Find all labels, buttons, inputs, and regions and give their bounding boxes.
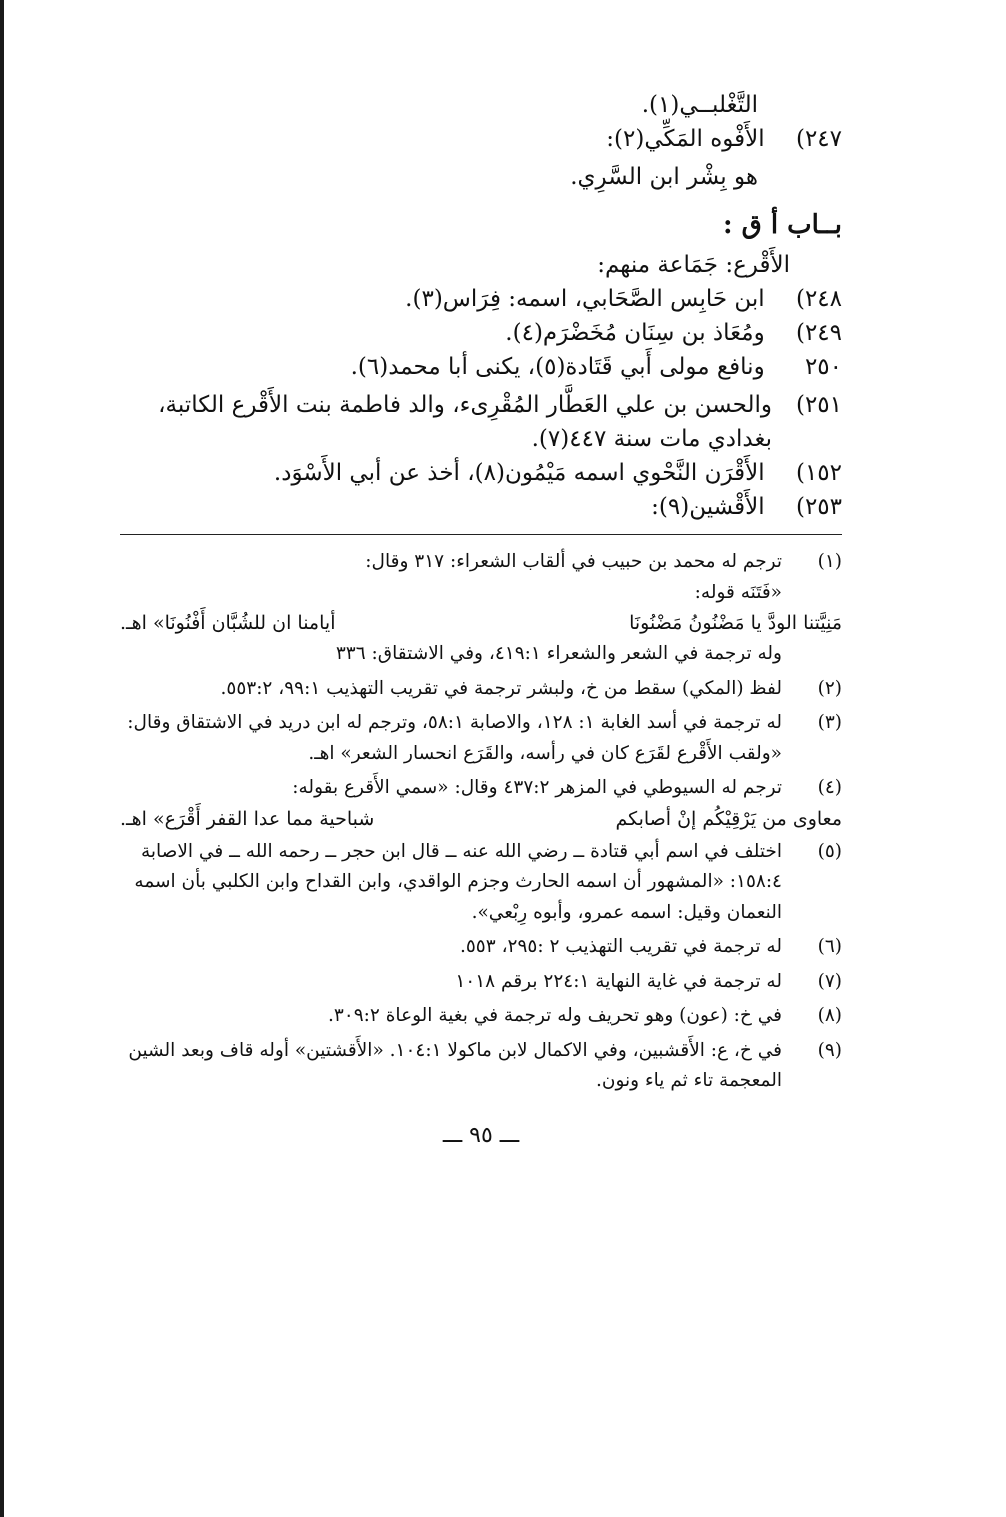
footnote-text: لفظ (المكي) سقط من خ، ولبشر ترجمة في تقريب التهذيب ٩٩:١، ٥٥٣:٢. — [220, 677, 782, 699]
verse-first-hemistich: معاوى من يَرْقِيْكُم إنْ أصابكم — [615, 807, 842, 830]
footnote-number: (١) — [817, 551, 842, 572]
footnote-7 — [120, 967, 842, 998]
footnote-4 — [120, 773, 842, 804]
footnote-number: (٥) — [817, 840, 842, 862]
verse-second-hemistich: شباحية مما عدا القفر أَقْرَع» اهـ. — [120, 807, 375, 830]
entry-247 — [120, 122, 842, 156]
footnote-1 — [120, 547, 842, 578]
entry-text: الأَقْرَن النَّحْوي اسمه مَيْمُون(٨)، أخذ عن أبي الأَسْوَد. — [273, 460, 765, 486]
entry-249 — [120, 316, 842, 350]
section-heading: بــاب أ ق : — [722, 210, 842, 240]
entry-252 — [120, 456, 842, 490]
section-intro: الأَقْرع: جَمَاعة منهم: — [597, 252, 790, 278]
entry-247-detail: هو بِشْر ابن السَّرِي. — [570, 164, 758, 190]
footnote-text: اختلف في اسم أبي قتادة ــ رضي الله عنه ــ قال ابن حجر ــ رحمه الله ــ في الاصابة ١٥٨:٤: «المشهور أن اسمه الحارث وجزم الواقدي، وابن القداح وابن الكلبي بأن اسمه النعمان وقيل: اسمه عمرو، وأبوه رِبْعي». — [134, 840, 782, 923]
document-page — [120, 88, 842, 1148]
footnote-3 — [120, 708, 842, 769]
entry-number: ٢٤٨) — [795, 286, 842, 312]
footnote-text: له ترجمة في غاية النهاية ٢٢٤:١ برقم ١٠١٨ — [455, 970, 782, 992]
footnote-text: له ترجمة في أسد الغابة ١: ١٢٨، والاصابة ٥٨:١، وترجم له ابن دريد في الاشتقاق وقال: «ولقب الأَقْرع لقَرَع كان في رأسه، والقَرَع انحسار الشعر» اهـ. — [127, 712, 782, 764]
entry-number: ٢٥٣) — [795, 494, 842, 520]
footnote-text: في خ: (عون) وهو تحريف وله ترجمة في بغية الوعاة ٣٠٩:٢. — [327, 1005, 782, 1026]
entry-number: ٢٤٧) — [795, 126, 842, 152]
entry-text: الأَفْوه المَكِّي(٢): — [606, 126, 765, 152]
entry-251 — [120, 388, 842, 456]
footnote-number: (٧) — [817, 970, 842, 992]
footnote-text: ترجم له السيوطي في المزهر ٤٣٧:٢ وقال: «سمي الأَقرع بقوله: — [292, 777, 782, 798]
verse-first-hemistich: مَنِيَّتنا الودَّ يا مَضْنُونُ مَضْنُونَا — [629, 612, 842, 634]
footnote-number: (٢) — [817, 677, 842, 699]
entry-text: ومُعَاذ بن سِنَان مُخَضْرَم(٤). — [505, 320, 765, 346]
verse-second-hemistich: أيامنا ان للشُبَّان أَفْنُونَا» اهـ. — [120, 612, 336, 634]
footnote-8 — [120, 1001, 842, 1032]
entry-number: ١٥٢) — [795, 460, 842, 486]
page-number: ـــ ٩٥ ـــ — [442, 1122, 520, 1148]
entry-number: ٢٤٩) — [795, 320, 842, 346]
footnote-number: (٣) — [817, 712, 842, 733]
footnote-5 — [120, 837, 842, 929]
footnote-text: في خ، ع: الأَقشبين، وفي الاكمال لابن ماكولا ١٠٤:١. «الأَقشتين» أوله قاف وبعد الشين المعجمة تاء ثم ياء ونون. — [128, 1039, 782, 1091]
footnote-1-continuation: وله ترجمة في الشعر والشعراء ٤١٩:١، وفي الاشتقاق: ٣٣٦ — [335, 643, 782, 664]
entry-text: ونافع مولى أَبي قَتَادة(٥)، يكنى أبا محمد(٦). — [350, 354, 765, 380]
entry-text: الأَقْشين(٩): — [651, 494, 765, 520]
entry-text: والحسن بن علي العَطَّار المُقْرِىء، والد فاطمة بنت الأَقْرع الكاتبة، بغدادي مات سنة ٤٤٧(٧). — [158, 392, 772, 452]
entry-248 — [120, 282, 842, 316]
footnote-number: (٨) — [817, 1005, 842, 1026]
footnote-2 — [120, 674, 842, 705]
page-edge — [0, 0, 4, 1517]
footnote-number: (٤) — [817, 777, 842, 798]
footnote-number: (٩) — [817, 1039, 842, 1061]
entry-text: ابن حَابِس الصَّحَابي، اسمه: فِرَاس(٣). — [405, 286, 765, 312]
entry-number: ٢٥٠ — [804, 354, 842, 380]
entry-continuation: التَّغْلبــي(١). — [641, 92, 758, 118]
footnote-1-verse — [120, 608, 842, 639]
footnote-text: له ترجمة في تقريب التهذيب ٢ :٢٩٥، ٥٥٣. — [459, 936, 782, 957]
footnote-9 — [120, 1036, 842, 1097]
entry-number: ٢٥١) — [795, 392, 842, 418]
entry-253 — [120, 490, 842, 524]
footnote-text: ترجم له محمد بن حبيب في ألقاب الشعراء: ٣١٧ وقال: — [365, 551, 782, 572]
footnote-divider — [120, 534, 842, 535]
entry-250 — [120, 350, 842, 384]
footnote-4-verse — [120, 804, 842, 835]
footnote-6 — [120, 932, 842, 963]
footnote-number: (٦) — [817, 936, 842, 957]
footnote-1-quote-intro: «فَتَنَه قوله: — [694, 581, 782, 603]
